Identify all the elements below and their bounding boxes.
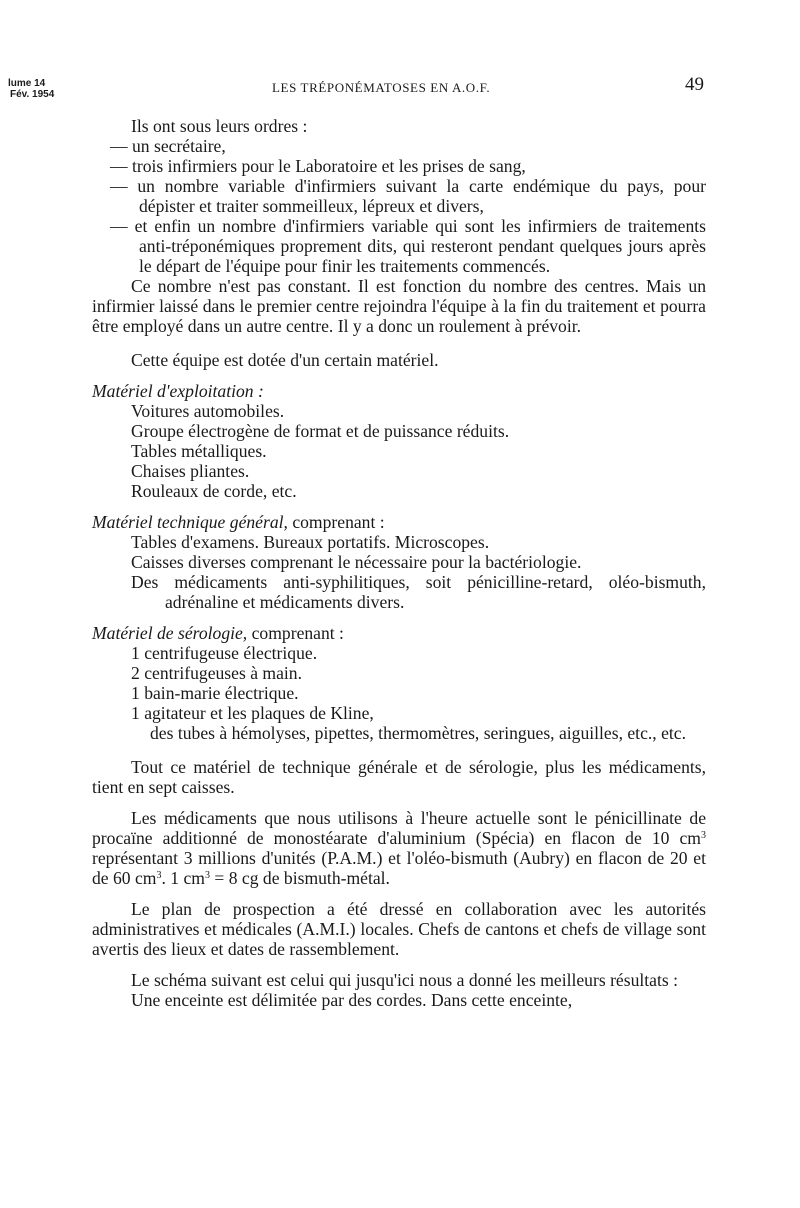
- heading-exploitation: Matériel d'exploitation :: [92, 381, 264, 401]
- medicaments-text-4: = 8 cg de bismuth-métal.: [210, 868, 390, 888]
- exploitation-item: Tables métalliques.: [131, 441, 267, 461]
- serologie-continuation: des tubes à hémolyses, pipettes, thermomètres, seringues, aiguilles, etc., etc.: [150, 723, 686, 743]
- margin-note-volume: lume 14: [8, 78, 46, 89]
- running-head: LES TRÉPONÉMATOSES EN A.O.F.: [272, 80, 491, 95]
- paragraph-total: Tout ce matériel de technique générale et de sérologie, plus les médicaments, tient en sept caisses.: [92, 757, 706, 797]
- superscript-cube: 3: [701, 830, 706, 841]
- staff-item: — trois infirmiers pour le Laboratoire et les prises de sang,: [110, 156, 526, 176]
- paragraph-equipe: Cette équipe est dotée d'un certain matériel.: [131, 350, 439, 370]
- margin-note: [8, 78, 54, 100]
- paragraph-nombre: Ce nombre n'est pas constant. Il est fonction du nombre des centres. Mais un infirmier laissé dans le premier centre rejoindra l'équipe à la fin du traitement et pourra être employé dans un autre centre. Il y a donc un roulement à prévoir.: [92, 276, 706, 336]
- staff-item: — et enfin un nombre d'infirmiers variable qui sont les infirmiers de traitements anti-tréponémiques proprement dits, qui resteront pendant quelques jours après le départ de l'équipe pour finir les traitements commencés.: [110, 216, 706, 276]
- staff-item: — un nombre variable d'infirmiers suivant la carte endémique du pays, pour dépister et traiter sommeilleux, lépreux et divers,: [110, 176, 706, 216]
- superscript-cube: 3: [205, 870, 210, 881]
- exploitation-item: Voitures automobiles.: [131, 401, 285, 421]
- heading-serologie-title: Matériel de sérologie,: [92, 623, 248, 643]
- heading-technique-suffix: comprenant :: [287, 512, 385, 532]
- exploitation-item: Chaises pliantes.: [131, 461, 250, 481]
- medicaments-text-2: représentant 3 millions d'unités (P.A.M.) et l'oléo-bismuth (Aubry) en flacon de 20 et de 60 cm: [92, 848, 706, 888]
- exploitation-item: Rouleaux de corde, etc.: [131, 481, 297, 501]
- intro-line: Ils ont sous leurs ordres :: [131, 116, 308, 136]
- paragraph-enceinte: Une enceinte est délimitée par des cordes. Dans cette enceinte,: [131, 990, 573, 1010]
- technique-item: Tables d'examens. Bureaux portatifs. Microscopes.: [131, 532, 490, 552]
- heading-technique: [92, 512, 706, 532]
- serologie-item: 1 bain-marie électrique.: [131, 683, 299, 703]
- medicaments-text-3: . 1 cm: [161, 868, 205, 888]
- paragraph-plan: Le plan de prospection a été dressé en collaboration avec les autorités administratives et médicales (A.M.I.) locales. Chefs de cantons et chefs de village sont avertis des lieux et dates de rassemblement.: [92, 899, 706, 959]
- serologie-item: 2 centrifugeuses à main.: [131, 663, 302, 683]
- margin-note-date: Fév. 1954: [10, 89, 55, 100]
- superscript-cube: 3: [156, 870, 162, 881]
- heading-serologie: [92, 623, 706, 643]
- page-number: 49: [685, 74, 704, 95]
- heading-technique-title: Matériel technique général,: [92, 512, 288, 532]
- serologie-item: 1 centrifugeuse électrique.: [131, 643, 318, 663]
- paragraph-schema: Le schéma suivant est celui qui jusqu'ici nous a donné les meilleurs résultats :: [131, 970, 678, 990]
- technique-item: Caisses diverses comprenant le nécessaire pour la bactériologie.: [131, 552, 582, 572]
- technique-item: Des médicaments anti-syphilitiques, soit pénicilline-retard, oléo-bismuth, adrénaline et médicaments divers.: [131, 572, 706, 612]
- heading-serologie-suffix: comprenant :: [247, 623, 344, 643]
- page-body: [92, 116, 706, 1010]
- medicaments-text-1: Les médicaments que nous utilisons à l'heure actuelle sont le pénicillinate de procaïne additionné de monostéarate d'aluminium (Spécia) en flacon de 10 cm: [92, 808, 706, 848]
- serologie-item: 1 agitateur et les plaques de Kline,: [131, 703, 374, 723]
- staff-item: — un secrétaire,: [110, 136, 226, 156]
- exploitation-item: Groupe électrogène de format et de puissance réduits.: [131, 421, 510, 441]
- paragraph-medicaments: [92, 808, 706, 888]
